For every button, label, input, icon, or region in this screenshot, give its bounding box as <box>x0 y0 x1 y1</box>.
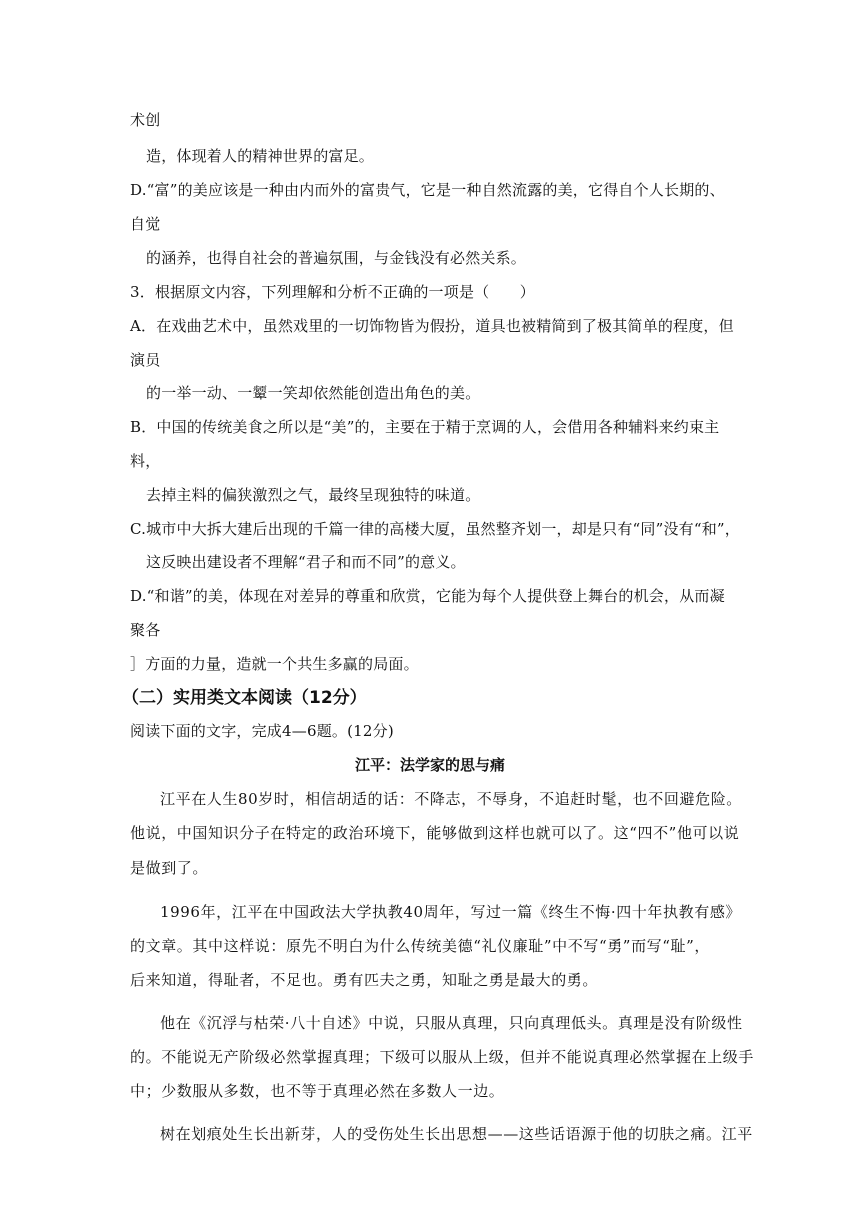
text-line: 这反映出建设者不理解“君子和而不同”的意义。 <box>146 553 466 571</box>
option-a-line: A．在戏曲艺术中，虽然戏里的一切饰物皆为假扮，道具也被精简到了极其简单的程度，但 <box>130 317 734 335</box>
option-d-line: D.“富”的美应该是一种由内而外的富贵气，它是一种自然流露的美，它得自个人长期的、 <box>130 181 725 199</box>
article-line: 后来知道，得耻者，不足也。勇有匹夫之勇，知耻之勇是最大的勇。 <box>130 971 599 989</box>
article-title: 江平：法学家的思与痛 <box>354 756 505 774</box>
text-line: 的一举一动、一颦一笑却依然能创造出角色的美。 <box>146 384 481 402</box>
article-line: 他说，中国知识分子在特定的政治环境下，能够做到这样也就可以了。这“四不”他可以说 <box>130 824 740 842</box>
option-c-line: C.城市中大拆大建后出现的千篇一律的高楼大厦，虽然整齐划一，却是只有“同”没有“和”， <box>130 520 740 538</box>
article-line: 中；少数服从多数，也不等于真理必然在多数人一边。 <box>130 1082 505 1100</box>
text-line: 术创 <box>130 111 161 129</box>
text-line: 的涵养，也得自社会的普遍氛围，与金钱没有必然关系。 <box>146 249 527 267</box>
article-line: 树在划痕处生长出新芽，人的受伤处生长出思想——这些话语源于他的切肤之痛。江平 <box>160 1125 753 1143</box>
text-line: 自觉 <box>130 215 161 233</box>
article-line: 是做到了。 <box>130 859 209 877</box>
text-line: 造，体现着人的精神世界的富足。 <box>146 147 375 165</box>
text-line: 料， <box>130 452 161 470</box>
article-line: 江平在人生80岁时，相信胡适的话：不降志，不辱身，不追赶时髦，也不回避危险。 <box>160 790 742 808</box>
text-line: 聚各 <box>130 621 161 639</box>
section-instruction: 阅读下面的文字，完成4—6题。(12分) <box>130 722 394 740</box>
text-line: 演员 <box>130 351 161 369</box>
text-line: 去掉主料的偏狭激烈之气，最终呈现独特的味道。 <box>146 486 481 504</box>
article-line: 他在《沉浮与枯荣·八十自述》中说，只服从真理，只向真理低头。真理是没有阶级性 <box>160 1014 743 1032</box>
section-heading: （二）实用类文本阅读（12分） <box>122 688 367 708</box>
article-line: 的文章。其中这样说：原先不明白为什么传统美德“礼仪廉耻”中不写“勇”而写“耻”， <box>130 937 711 955</box>
option-b-line: B．中国的传统美食之所以是“美”的，主要在于精于烹调的人，会借用各种辅料来约束主 <box>130 418 720 436</box>
text-line: ］方面的力量，造就一个共生多赢的局面。 <box>130 655 419 673</box>
option-d-line: D.“和谐”的美，体现在对差异的尊重和欣赏，它能为每个人提供登上舞台的机会，从而凝 <box>130 587 725 605</box>
question-3: 3．根据原文内容，下列理解和分析不正确的一项是（ ） <box>130 283 535 301</box>
article-line: 的。不能说无产阶级必然掌握真理；下级可以服从上级，但并不能说真理必然掌握在上级手 <box>130 1048 755 1066</box>
article-line: 1996年，江平在中国政法大学执教40周年，写过一篇《终生不悔·四十年执教有感》 <box>160 903 742 921</box>
